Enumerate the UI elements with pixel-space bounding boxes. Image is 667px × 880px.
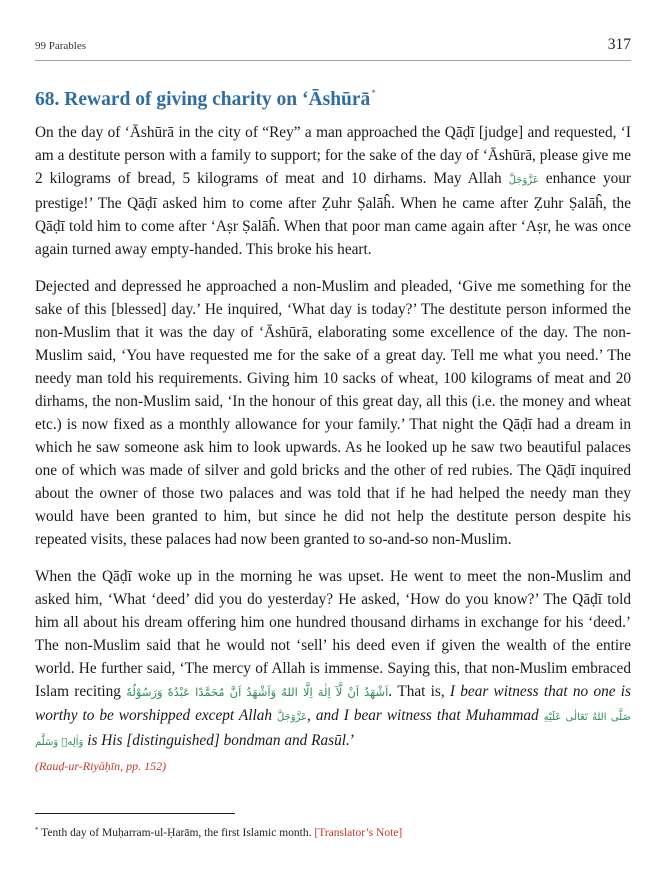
paragraph-3 (35, 565, 631, 754)
paragraph-3-part-1: When the Qāḍī woke up in the morning he was upset. He went to meet the non-Muslim and asked him, ‘What ‘deed’ did you do yesterday? He asked, ‘How do you know?’ The Qāḍī told him all about his dream offering him one hundred thousand dirhams in exchange for his ‘deed.’ The non-Muslim said that he would not ‘sell’ his deed even if given the wealth of the entire world. He further said, ‘The mercy of Allah is immense. Saying this, that non-Muslim embraced Islam reciting (35, 568, 631, 700)
reference-citation: (Rauḍ-ur-Riyāḥīn, pp. 152) (35, 759, 167, 773)
paragraph-1-part-1: On the day of ‘Āshūrā in the city of “Rey” a man approached the Qāḍī [judge] and requested, ‘I am a destitute person with a family to support; for the sake of the day of ‘Āshūrā, please give me 2 kilograms of bread, 5 kilograms of meat and 10 dirhams. May Allah (35, 124, 631, 187)
page-number: 317 (607, 36, 631, 53)
paragraph-2: Dejected and depressed he approached a non-Muslim and pleaded, ‘Give me something for the sake of this [blessed] day.’ He inquired, ‘What day is today?’ The destitute person informed the non-Muslim that it was the day of ‘Āshūrā, elaborating some excellence of the day. The non-Muslim said, ‘You have requested me for the sake of a great day. Tell me what you need.’ The needy man told his requirements. Giving him 10 sacks of wheat, 100 kilograms of meat and 20 dirhams, the non-Muslim said, ‘In the honour of this great day, all this (i.e. the money and wheat etc.) is now fixed as a monthly allowance for your family.’ That night the Qāḍī had a dream in which he saw someone ask him to look upwards. As he looked up he saw two beautiful palaces one of which was made of silver and gold bricks and the other of red rubies. The Qāḍī inquired about the owner of those two palaces and was told that if he had helped the needy man they would have been granted to him, but since he did not help the destitute person despite his repeated visits, these palaces had now been granted to so-and-so non-Muslim. (35, 278, 631, 548)
closing-quote: ’ (349, 732, 355, 749)
witness-text-1: I bear witness that no one is worthy to be worshipped except Allah (35, 683, 631, 724)
page-body (35, 80, 631, 776)
paragraph-1-part-2: enhance your prestige!’ The Qāḍī asked him to come after Ẓuhr Ṣalāĥ. When he came after Ẓuhr Ṣalāĥ, the Qāḍī told him to come after ‘Aṣr Ṣalāĥ. When that poor man came again after ‘Aṣr, he was once again turned away empty-handed. This broke his heart. (35, 170, 631, 258)
footnote-marker: * (35, 826, 39, 834)
section-heading-text: 68. Reward of giving charity on ‘Āshūrā (35, 89, 371, 110)
paragraph-3-part-2: . That is, (388, 683, 450, 700)
section-heading (35, 80, 631, 113)
translator-note: [Translator’s Note] (314, 827, 403, 839)
footnote-text: Tenth day of Muḥarram-ul-Ḥarām, the first Islamic month. (38, 827, 315, 839)
witness-text-2: , and I bear witness that Muhammad (307, 707, 544, 724)
page-header (35, 36, 631, 61)
running-title: 99 Parables (35, 40, 87, 52)
witness-text-3: is His [distinguished] bondman and Rasūl. (83, 732, 350, 749)
footnote (35, 822, 631, 841)
honorific-phrase-prophet: صَلَّى اللهُ تَعَالٰى عَلَيْهِ وَاٰلِهٖ وَسَلَّم (35, 712, 631, 748)
honorific-phrase: عَزَّوَجَلَّ (276, 712, 308, 723)
arabic-kalimah: اَشْهَدُ اَنْ لَّآ اِلٰهَ اِلَّا اللهُ وَاَشْهَدُ اَنَّ مُحَمَّدًا عَبْدُهٗ وَرَسُوْلُهٗ (126, 685, 389, 699)
honorific-phrase: عَزَّوَجَلَّ (508, 175, 539, 186)
paragraph-1 (35, 121, 631, 261)
footnote-marker: * (371, 88, 376, 98)
footnote-divider (35, 813, 235, 814)
